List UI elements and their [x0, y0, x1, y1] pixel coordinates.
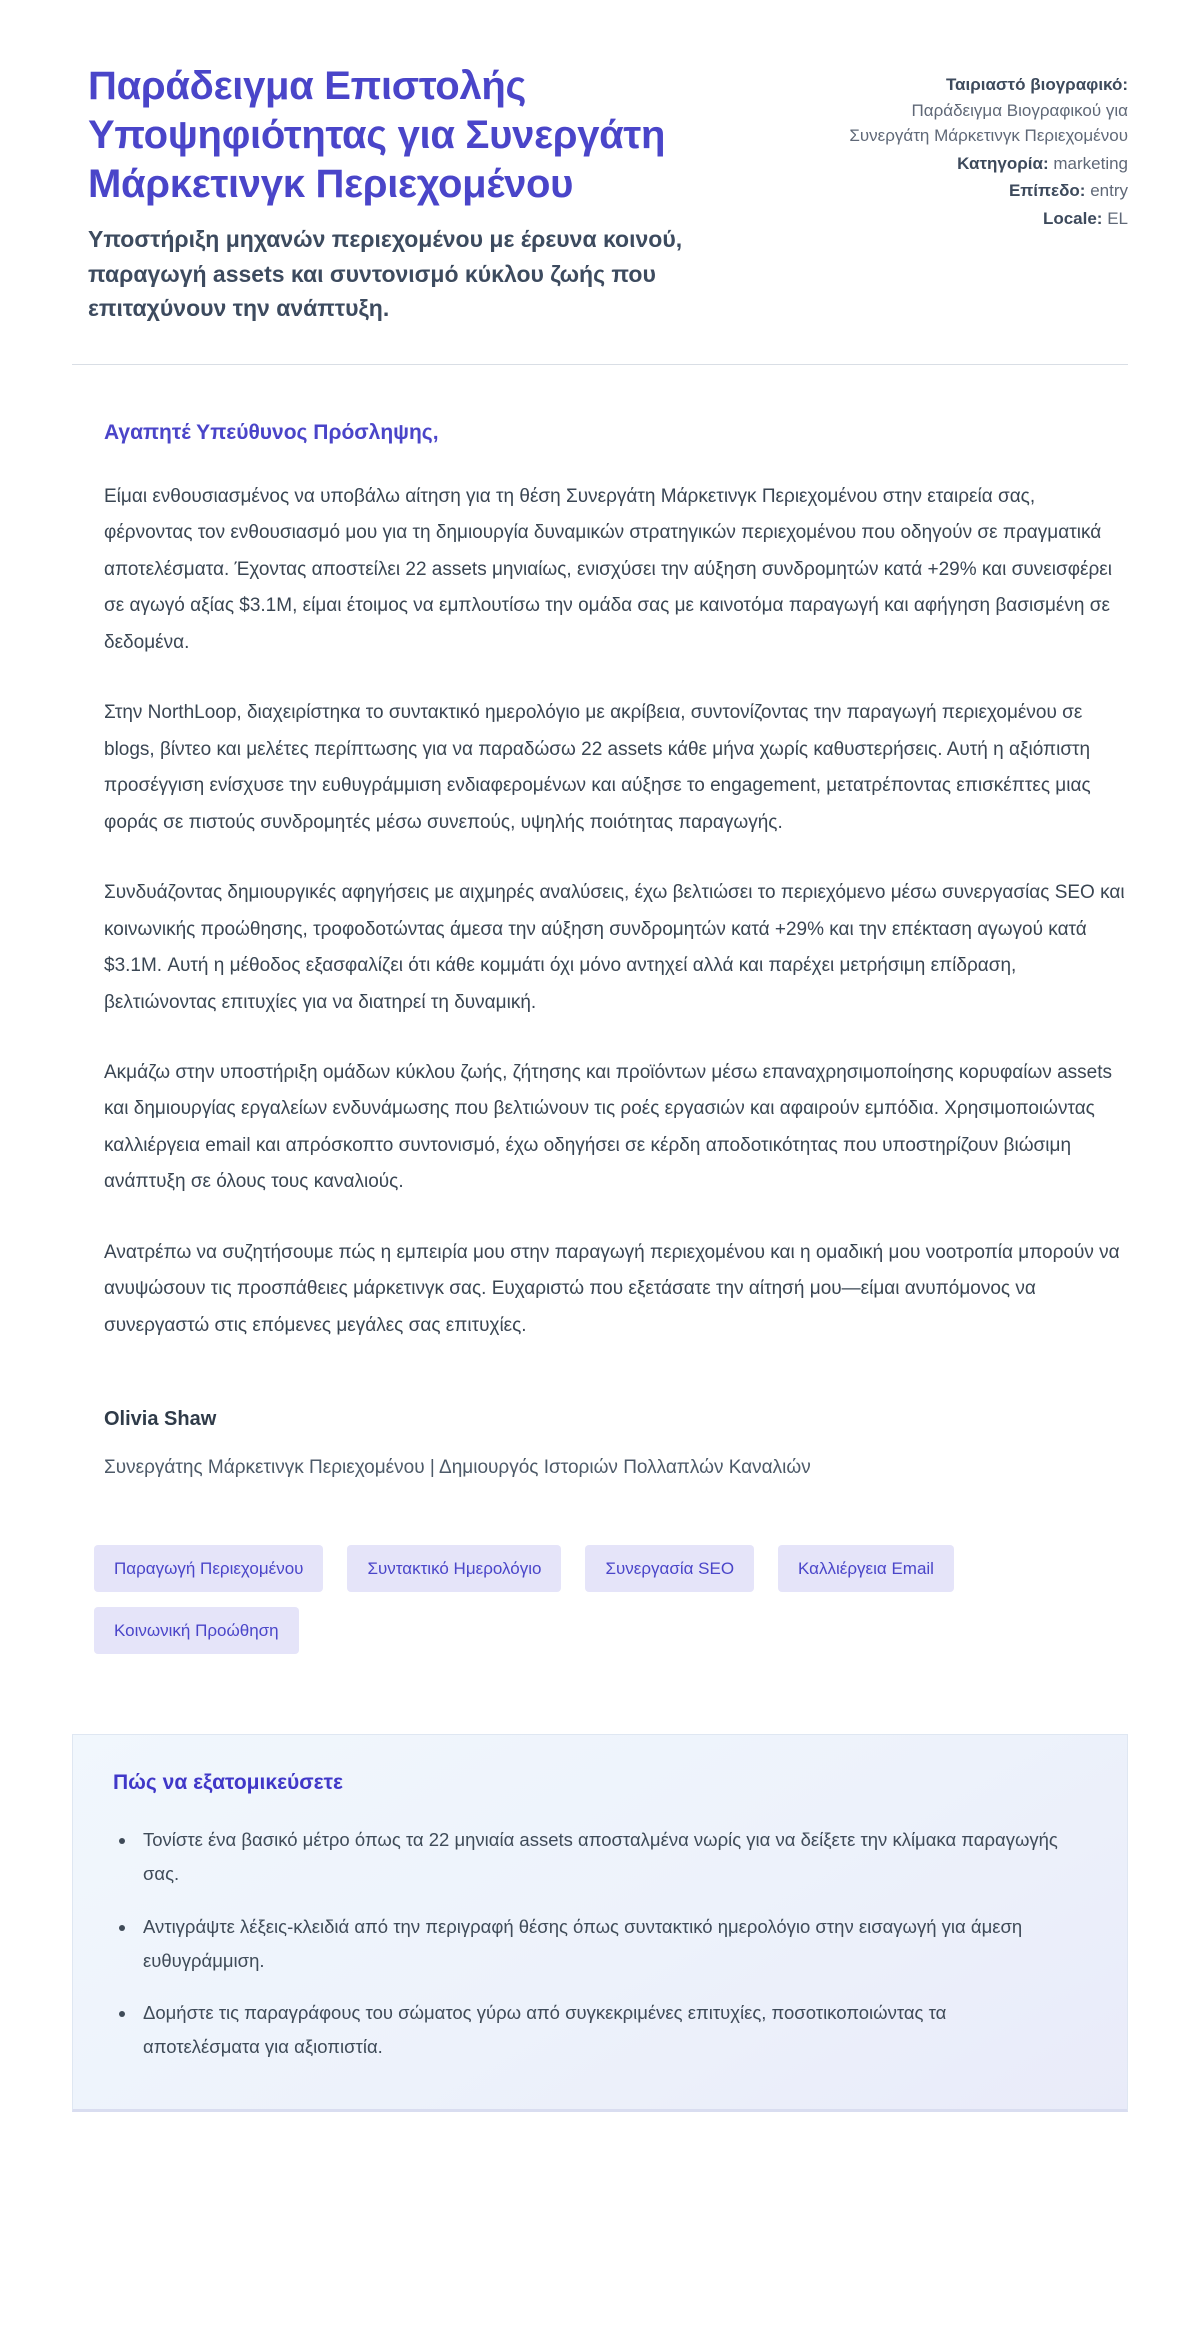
tips-list: [113, 1823, 1087, 2064]
tips-item: • Αντιγράψτε λέξεις-κλειδιά από την περιγραφή θέσης όπως συντακτικό ημερολόγιο στην εισαγωγή για άμεση ευθυγράμμιση.: [137, 1910, 1063, 1978]
meta-locale-label: Locale:: [1042, 208, 1103, 228]
skill-tag: Παραγωγή Περιεχομένου: [94, 1545, 323, 1592]
meta-locale: [828, 206, 1128, 232]
skill-tags: [94, 1545, 1094, 1654]
letter-paragraph: Συνδυάζοντας δημιουργικές αφηγήσεις με αιχμηρές αναλύσεις, έχω βελτιώσει το περιεχόμενο μέσω συνεργασίας SEO και κοινωνικής προώθησης, τροφοδοτώντας άμεσα την αύξηση συνδρομητών κατά +29% και την επέκταση αγωγού κατά $3.1M. Αυτή η μέθοδος εξασφαλίζει ότι κάθε κομμάτι όχι μόνο αντηχεί αλλά και παρέχει μετρήσιμη επίδραση, βελτιώνοντας επιτυχίες για να διατηρεί τη δυναμική.: [104, 882, 1125, 1013]
tips-item: • Τονίστε ένα βασικό μέτρο όπως τα 22 μηνιαία assets αποσταλμένα νωρίς για να δείξετε την κλίμακα παραγωγής σας.: [137, 1823, 1063, 1891]
page-header: [72, 62, 1128, 326]
meta-matching-resume-label: Ταιριαστό βιογραφικό:: [945, 75, 1128, 94]
letter-paragraph: Ακμάζω στην υποστήριξη ομάδων κύκλου ζωής, ζήτησης και προϊόντων μέσω επαναχρησιμοποίησης κορυφαίων assets και δημιουργίας εργαλείων ενδυνάμωσης που βελτιώνουν τις ροές εργασιών και αφαιρούν εμπόδια. Χρησιμοποιώντας καλλιέργεια email και απρόσκοπτο συντονισμό, έχω οδηγήσει σε κέρδη αποδοτικότητας που υποστηρίζουν βιώσιμη ανάπτυξη σε όλους τους καναλιούς.: [104, 1061, 1112, 1193]
meta-level: [828, 178, 1128, 204]
meta-level-label: Επίπεδο:: [1008, 181, 1086, 200]
meta-level-value: entry: [1090, 181, 1128, 200]
letter-paragraph: Ανατρέπω να συζητήσουμε πώς η εμπειρία μου στην παραγωγή περιεχομένου και η ομαδική μου νοοτροπία μπορούν να ανυψώσουν τις προσπάθειες μάρκετινγκ σας. Ευχαριστώ που εξετάσατε την αίτησή μου—είμαι ανυπόμονος να συνεργαστώ στις επόμενες μεγάλες σας επιτυχίες.: [104, 1241, 1120, 1336]
customization-tips-box: [72, 1734, 1128, 2111]
letter-greeting: Αγαπητέ Υπεύθυνος Πρόσληψης,: [104, 420, 439, 444]
skill-tag: Συντακτικό Ημερολόγιο: [347, 1545, 561, 1592]
skill-tag: Κοινωνική Προώθηση: [94, 1607, 299, 1654]
skill-tag: Συνεργασία SEO: [585, 1545, 754, 1592]
skill-tag: Καλλιέργεια Email: [778, 1545, 954, 1592]
letter-paragraph: Είμαι ενθουσιασμένος να υποβάλω αίτηση για τη θέση Συνεργάτη Μάρκετινγκ Περιεχομένου στην εταιρεία σας, φέρνοντας τον ενθουσιασμό μου για τη δημιουργία δυναμικών στρατηγικών περιεχομένου που οδηγούν σε πραγματικά αποτελέσματα. Έχοντας αποστείλει 22 assets μηνιαίως, ενισχύσει την αύξηση συνδρομητών κατά +29% και συνεισφέρει σε αγωγό αξίας $3.1M, είμαι έτοιμος να εμπλουτίσω την ομάδα σας με καινοτόμα παραγωγή και αφήγηση βασισμένη σε δεδομένα.: [104, 485, 1112, 653]
meta-matching-resume: [828, 72, 1128, 149]
meta-category-label: Κατηγορία:: [957, 153, 1049, 173]
meta-category: [828, 151, 1128, 177]
page-subtitle: Υποστήριξη μηχανών περιεχομένου με έρευνα κοινού, παραγωγή assets και συντονισμό κύκλου ζωής που επιταχύνουν την ανάπτυξη.: [88, 226, 683, 322]
meta-category-value: marketing: [1053, 153, 1128, 173]
tips-item: • Δομήστε τις παραγράφους του σώματος γύρω από συγκεκριμένες επιτυχίες, ποσοτικοποιώντας τα αποτελέσματα για αξιοπιστία.: [137, 1996, 1063, 2064]
header-title-block: [72, 62, 728, 326]
page-title: Παράδειγμα Επιστολής Υποψηφιότητας για Συνεργάτη Μάρκετινγκ Περιεχομένου: [88, 64, 666, 206]
letter-body: [72, 365, 1128, 1479]
signature-name: Olivia Shaw: [104, 1408, 217, 1431]
meta-locale-value: EL: [1107, 208, 1128, 228]
tips-heading: Πώς να εξατομικεύσετε: [113, 1771, 343, 1795]
signature-role: Συνεργάτης Μάρκετινγκ Περιεχομένου | Δημιουργός Ιστοριών Πολλαπλών Καναλιών: [104, 1457, 811, 1479]
meta-matching-resume-value: Παράδειγμα Βιογραφικού για Συνεργάτη Μάρκετινγκ Περιεχομένου: [849, 100, 1128, 145]
meta-panel: [828, 62, 1128, 231]
letter-paragraph: Στην NorthLoop, διαχειρίστηκα το συντακτικό ημερολόγιο με ακρίβεια, συντονίζοντας την παραγωγή περιεχομένου σε blogs, βίντεο και μελέτες περίπτωσης για να παραδώσω 22 assets κάθε μήνα χωρίς καθυστερήσεις. Αυτή η αξιόπιστη προσέγγιση ενίσχυσε την ευθυγράμμιση ενδιαφερομένων και αύξησε το engagement, μετατρέποντας επισκέπτες μιας φοράς σε πιστούς συνδρομητές μέσω συνεπούς, υψηλής ποιότητας παραγωγής.: [104, 702, 1091, 833]
